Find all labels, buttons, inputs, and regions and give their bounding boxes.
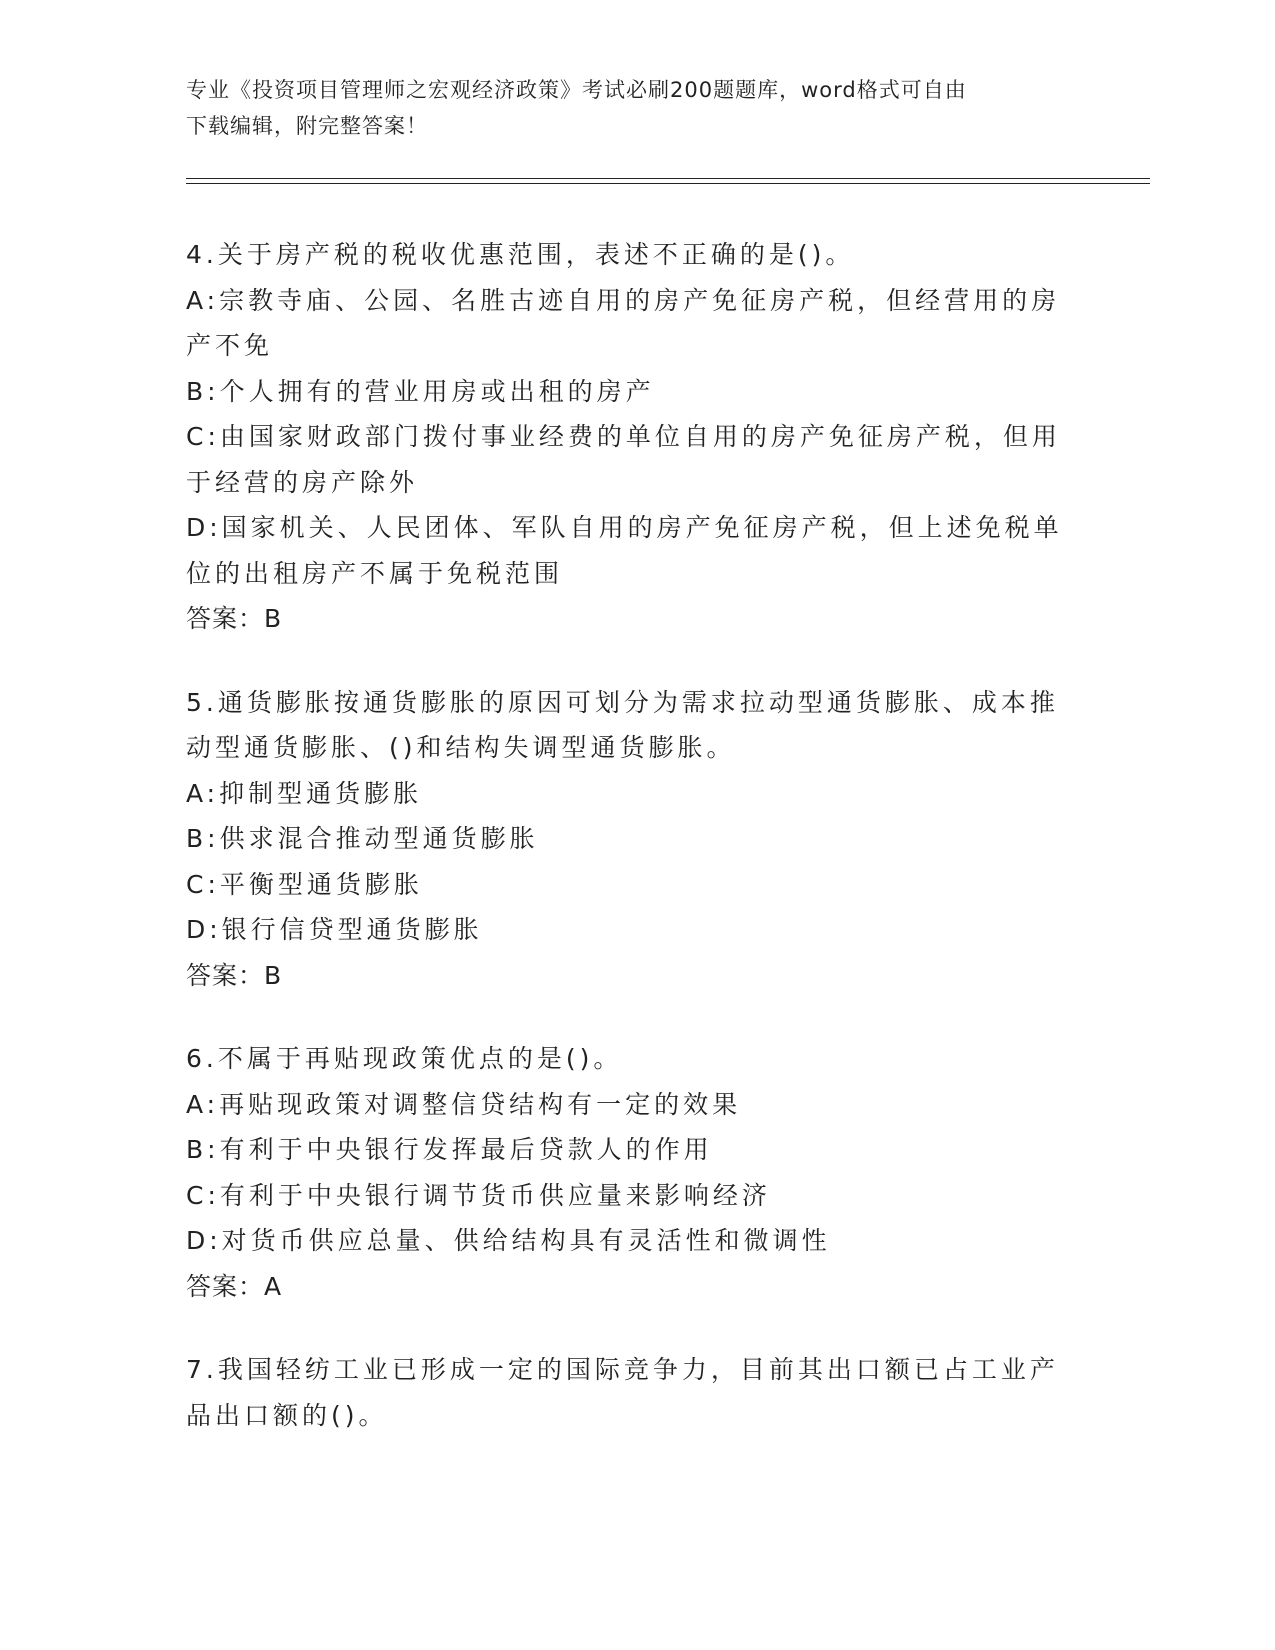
question-stem: 7.我国轻纺工业已形成一定的国际竞争力，目前其出口额已占工业产 (186, 1355, 1059, 1384)
option-d: 位的出租房产不属于免税范围 (186, 558, 564, 588)
option-c: C:有利于中央银行调节货币供应量来影响经济 (186, 1180, 771, 1210)
answer-label: 答案：A (186, 1271, 283, 1301)
question-block (186, 680, 1086, 999)
option-b: B:供求混合推动型通货膨胀 (186, 824, 539, 853)
question-stem: 品出口额的()。 (186, 1400, 388, 1430)
option-a: 产不免 (186, 331, 274, 360)
question-block (186, 232, 1086, 642)
question-stem: 动型通货膨胀、()和结构失调型通货膨胀。 (186, 733, 736, 762)
option-b: B:个人拥有的营业用房或出租的房产 (186, 376, 655, 406)
question-stem: 4.关于房产税的税收优惠范围，表述不正确的是()。 (186, 240, 855, 269)
header-line-2: 下载编辑，附完整答案！ (186, 114, 428, 138)
document-header (186, 72, 1066, 144)
header-divider-top (186, 178, 1150, 179)
header-line-1: 专业《投资项目管理师之宏观经济政策》考试必刷200题题库，word格式可自由 (186, 78, 967, 102)
option-c: C:由国家财政部门拨付事业经费的单位自用的房产免征房产税，但用 (186, 422, 1061, 451)
option-a: A:再贴现政策对调整信贷结构有一定的效果 (186, 1089, 742, 1119)
option-d: D:国家机关、人民团体、军队自用的房产免征房产税，但上述免税单 (186, 513, 1063, 542)
question-block (186, 1036, 1086, 1309)
option-d: D:银行信贷型通货膨胀 (186, 915, 483, 944)
option-a: A:抑制型通货膨胀 (186, 778, 423, 808)
question-block (186, 1347, 1086, 1438)
answer-label: 答案：B (186, 604, 283, 633)
option-c: C:平衡型通货膨胀 (186, 869, 423, 899)
option-c: 于经营的房产除外 (186, 467, 419, 497)
header-divider-bottom (186, 183, 1150, 184)
option-a: A:宗教寺庙、公园、名胜古迹自用的房产免征房产税，但经营用的房 (186, 285, 1061, 315)
option-b: B:有利于中央银行发挥最后贷款人的作用 (186, 1135, 713, 1164)
question-list (186, 232, 1086, 1476)
answer-label: 答案：B (186, 960, 283, 990)
question-stem: 6.不属于再贴现政策优点的是()。 (186, 1044, 623, 1073)
question-stem: 5.通货膨胀按通货膨胀的原因可划分为需求拉动型通货膨胀、成本推 (186, 687, 1059, 717)
option-d: D:对货币供应总量、供给结构具有灵活性和微调性 (186, 1226, 831, 1255)
